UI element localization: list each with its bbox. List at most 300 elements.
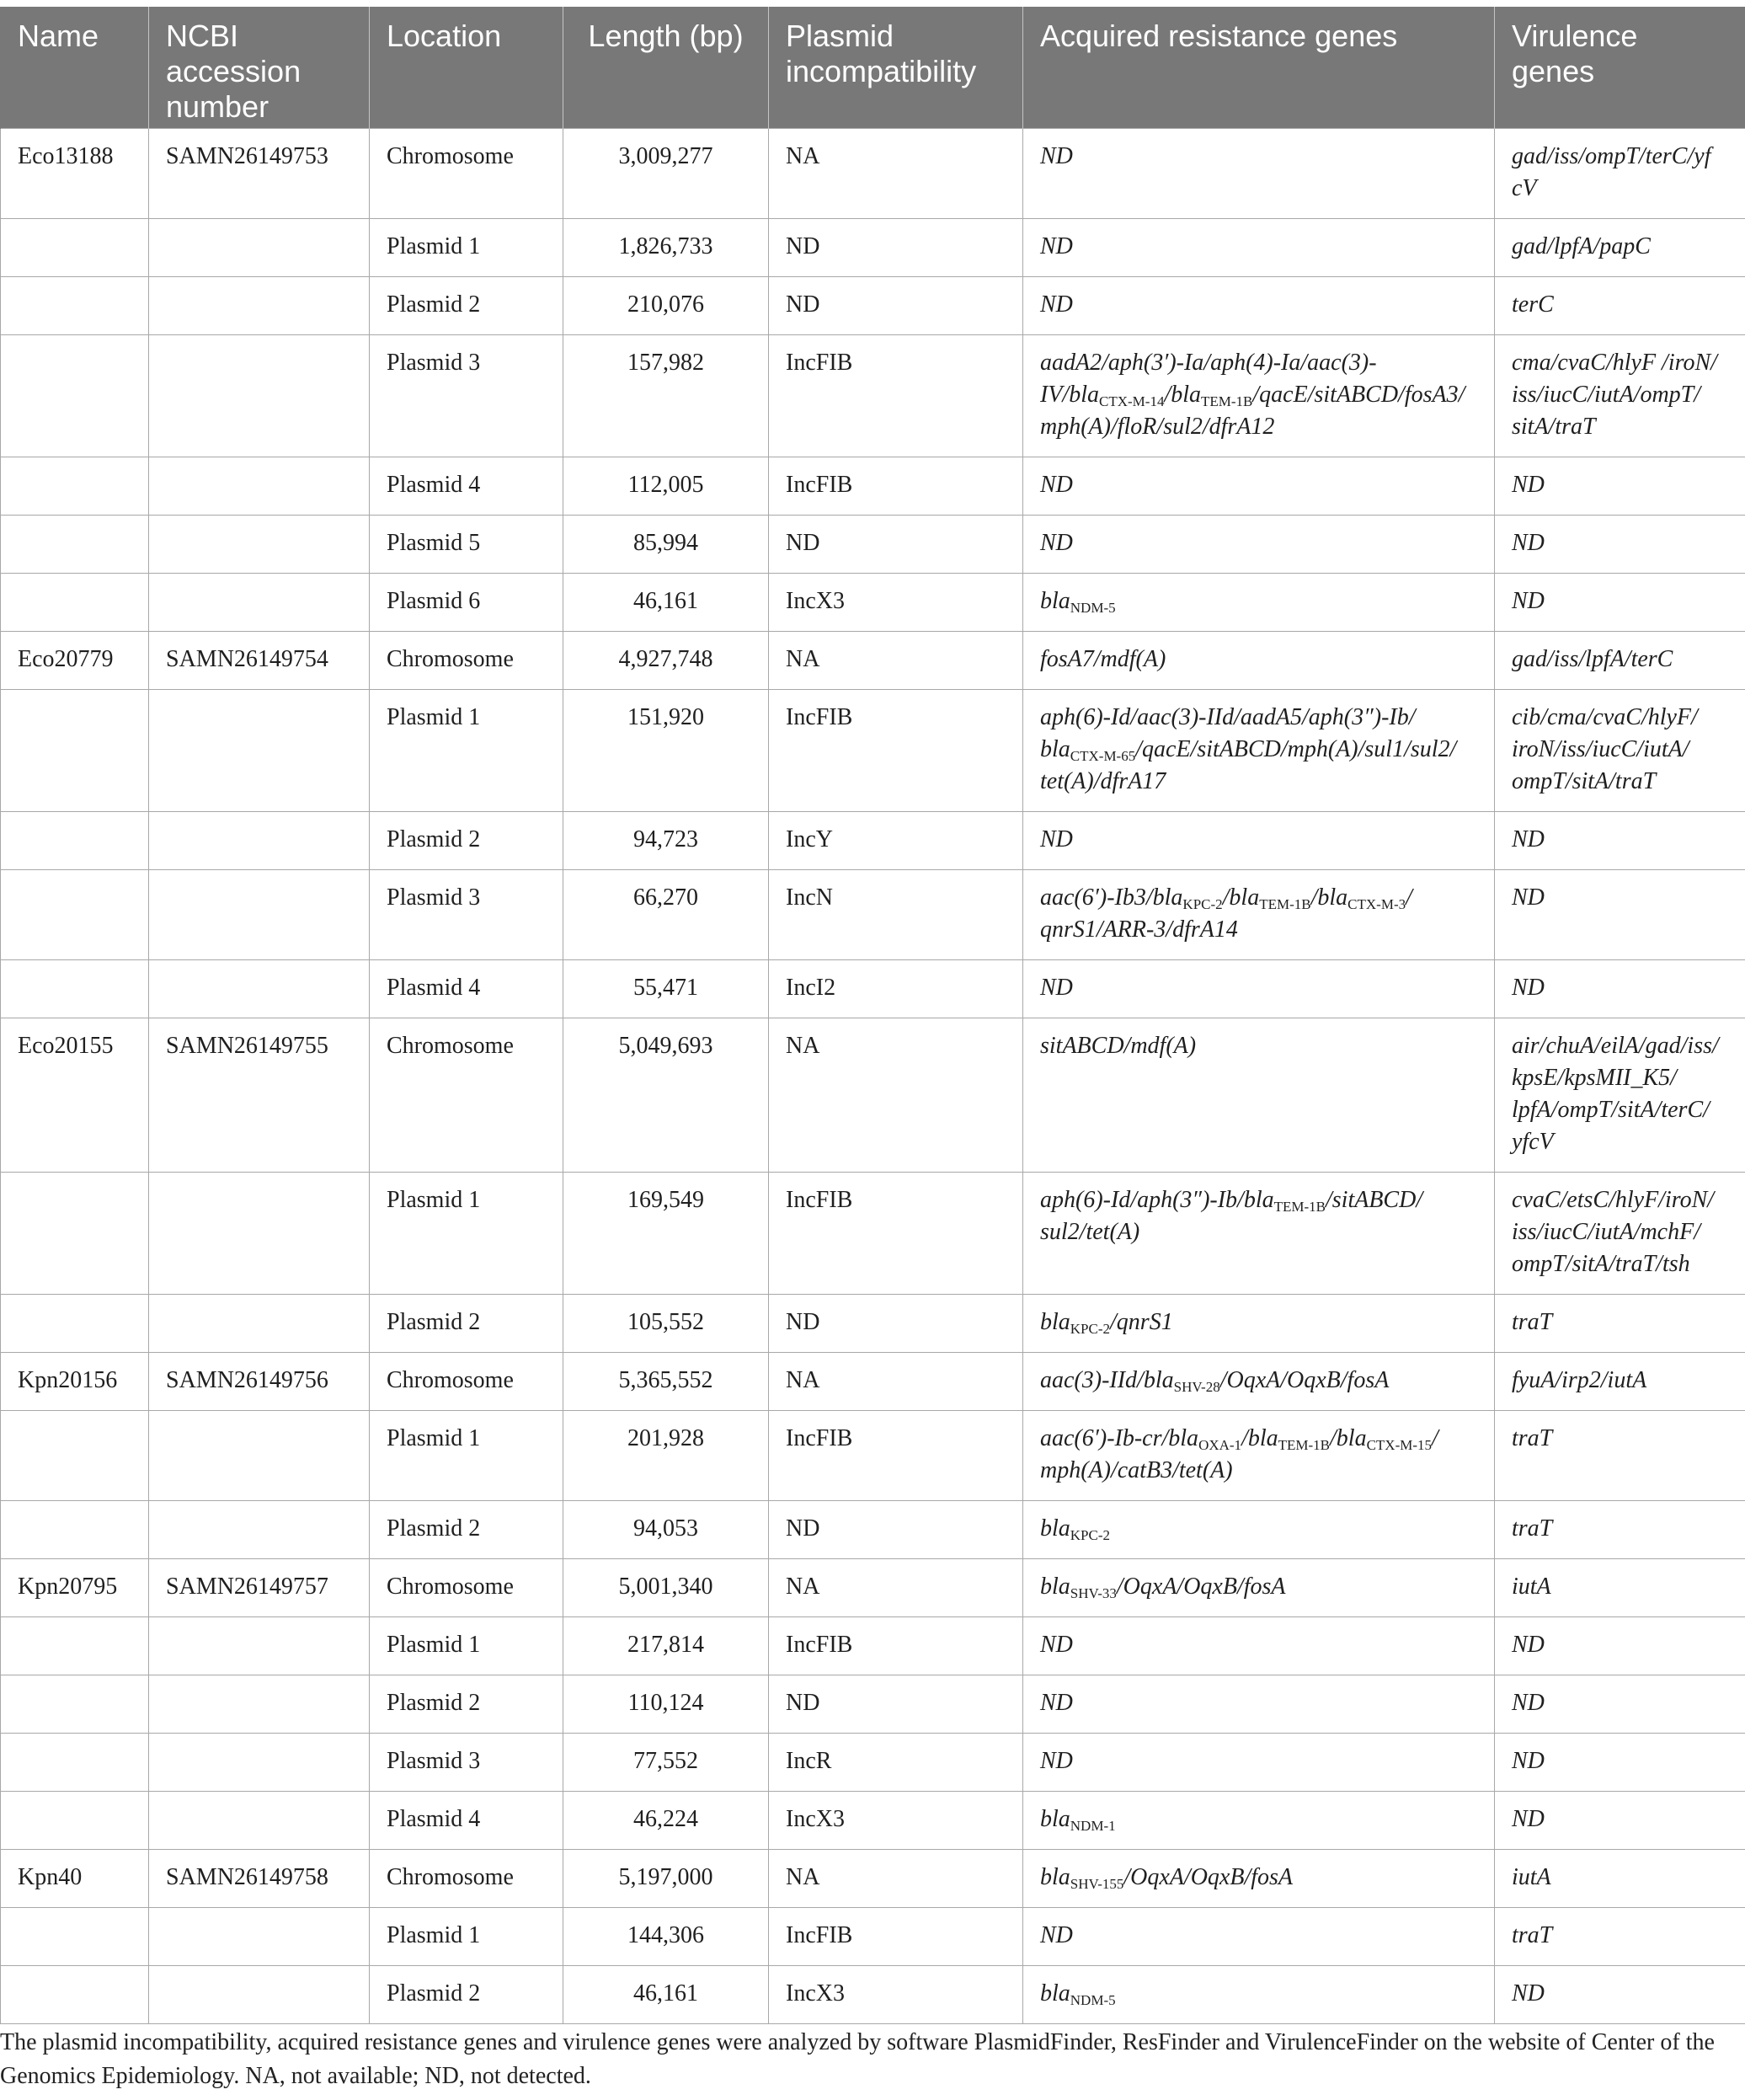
cell-location: Plasmid 1 [370,1907,563,1965]
table-row [1,1352,1745,1410]
cell-name [1,1907,149,1965]
gene-text: ND [1040,291,1073,318]
cell-plasmid-incompatibility: IncX3 [769,1965,1023,2023]
gene-line [1040,914,1477,946]
cell-location: Plasmid 1 [370,1410,563,1500]
gene-text: air/chuA/eilA/gad/iss/ [1512,1032,1719,1059]
gene-text: ompT/sitA/traT/tsh [1512,1250,1690,1277]
gene-text: /OqxA/OqxB/fosA [1123,1863,1294,1890]
cell-accession: SAMN26149755 [149,1018,370,1172]
cell-location: Plasmid 1 [370,1172,563,1294]
cell-virulence-genes [1495,1965,1745,2023]
gene-text: /OqxA/OqxB/fosA [1219,1366,1390,1393]
gene-text: /OqxA/OqxB/fosA [1116,1573,1286,1600]
genome-table [0,7,1745,2024]
gene-line [1512,379,1728,411]
gene-text: iroN/iss/iucC/iutA/ [1512,735,1689,762]
gene-subscript: OXA-1 [1198,1436,1242,1453]
cell-virulence-genes [1495,1791,1745,1849]
gene-text: /bla [1241,1424,1278,1451]
gene-subscript: NDM-1 [1070,1817,1116,1834]
gene-line [1512,1745,1728,1777]
cell-length: 5,049,693 [563,1018,769,1172]
gene-line [1040,1216,1477,1248]
cell-length: 5,001,340 [563,1558,769,1616]
gene-text: gad/iss/lpfA/terC [1512,645,1673,672]
table-row [1,811,1745,869]
cell-accession [149,1733,370,1791]
cell-resistance-genes [1023,811,1495,869]
gene-text: aac(6′)-Ib-cr/bla [1040,1424,1199,1451]
cell-name [1,869,149,959]
gene-text: ND [1512,826,1545,852]
gene-line [1040,1306,1477,1339]
cell-length: 46,161 [563,573,769,631]
cell-location: Plasmid 2 [370,1500,563,1558]
gene-subscript: CTX-M-15 [1366,1436,1433,1453]
cell-length: 151,920 [563,689,769,811]
gene-text: tet(A)/dfrA17 [1040,767,1166,794]
gene-subscript: TEM-1B [1273,1198,1326,1215]
cell-virulence-genes [1495,1675,1745,1733]
cell-accession [149,573,370,631]
cell-location: Plasmid 4 [370,1791,563,1849]
gene-line [1512,644,1728,676]
cell-resistance-genes [1023,276,1495,334]
cell-accession: SAMN26149756 [149,1352,370,1410]
gene-subscript: KPC-2 [1070,1320,1111,1337]
header-plasmid-incompatibility: Plasmid incompatibility [769,7,1023,128]
gene-line [1512,469,1728,501]
gene-text: ND [1512,1805,1545,1832]
header-name: Name [1,7,149,128]
cell-name [1,276,149,334]
cell-resistance-genes [1023,334,1495,457]
gene-line [1512,1687,1728,1719]
gene-subscript: TEM-1B [1278,1436,1331,1453]
gene-line [1512,1248,1728,1280]
gene-line [1040,527,1477,559]
cell-location: Plasmid 3 [370,1733,563,1791]
cell-virulence-genes [1495,1352,1745,1410]
cell-virulence-genes [1495,869,1745,959]
header-row [1,7,1745,128]
gene-line [1512,734,1728,766]
cell-plasmid-incompatibility: NA [769,1849,1023,1907]
gene-text: iss/iucC/iutA/mchF/ [1512,1218,1700,1245]
cell-virulence-genes [1495,457,1745,515]
cell-name: Eco20779 [1,631,149,689]
gene-text: fosA7/mdf(A) [1040,645,1166,672]
gene-subscript: NDM-5 [1070,1991,1116,2008]
cell-plasmid-incompatibility: IncFIB [769,689,1023,811]
gene-text: ND [1512,974,1545,1001]
gene-text: ND [1512,1980,1545,2006]
gene-subscript: TEM-1B [1201,393,1253,409]
cell-resistance-genes [1023,1410,1495,1500]
cell-virulence-genes [1495,334,1745,457]
cell-location: Plasmid 1 [370,1616,563,1675]
cell-accession [149,1907,370,1965]
gene-text: ND [1040,974,1073,1001]
gene-text: ND [1040,471,1073,498]
gene-text: terC [1512,291,1554,318]
gene-subscript: CTX-M-3 [1347,895,1406,912]
cell-location: Plasmid 1 [370,689,563,811]
table-row [1,1965,1745,2023]
cell-resistance-genes [1023,869,1495,959]
table-row [1,1018,1745,1172]
gene-text: cV [1512,174,1537,201]
gene-line [1040,702,1477,734]
cell-length: 46,224 [563,1791,769,1849]
cell-name [1,1616,149,1675]
table-body [1,128,1745,2023]
cell-accession [149,334,370,457]
gene-line [1512,289,1728,321]
gene-text: ND [1512,1631,1545,1658]
cell-plasmid-incompatibility: ND [769,515,1023,573]
table-row [1,128,1745,218]
cell-resistance-genes [1023,515,1495,573]
table-row [1,334,1745,457]
cell-virulence-genes [1495,218,1745,276]
gene-text: yfcV [1512,1128,1554,1155]
table-row [1,515,1745,573]
cell-accession [149,1500,370,1558]
cell-plasmid-incompatibility: IncFIB [769,1172,1023,1294]
cell-location: Plasmid 4 [370,959,563,1018]
cell-location: Chromosome [370,1352,563,1410]
cell-virulence-genes [1495,573,1745,631]
gene-text: aadA2/aph(3′)-Ia/aph(4)-Ia/aac(3)- [1040,349,1377,376]
gene-line [1512,766,1728,798]
cell-resistance-genes [1023,1352,1495,1410]
gene-subscript: NDM-5 [1070,599,1116,616]
gene-text: /bla [1330,1424,1367,1451]
gene-line [1040,141,1477,173]
cell-name [1,515,149,573]
gene-text: traT [1512,1921,1553,1948]
cell-name: Eco20155 [1,1018,149,1172]
gene-line [1040,734,1477,766]
gene-line [1512,347,1728,379]
table-row [1,1616,1745,1675]
cell-accession [149,515,370,573]
gene-line [1040,1920,1477,1952]
gene-subscript: TEM-1B [1259,895,1311,912]
gene-line [1512,527,1728,559]
gene-text: aac(3)-IId/bla [1040,1366,1174,1393]
cell-location: Plasmid 1 [370,218,563,276]
table-row [1,1294,1745,1352]
gene-text: /sitABCD/ [1325,1186,1423,1213]
gene-text: iutA [1512,1863,1551,1890]
gene-line [1040,1423,1477,1455]
gene-text: bla [1040,1805,1070,1832]
gene-line [1512,1306,1728,1339]
cell-name [1,689,149,811]
table-row [1,1791,1745,1849]
gene-line [1040,1513,1477,1545]
gene-line [1512,1978,1728,2010]
gene-text: fyuA/irp2/iutA [1512,1366,1647,1393]
gene-text: bla [1040,1980,1070,2006]
cell-name [1,959,149,1018]
gene-text: lpfA/ompT/sitA/terC/ [1512,1096,1710,1123]
cell-resistance-genes [1023,1172,1495,1294]
gene-text: bla [1040,735,1070,762]
cell-name [1,457,149,515]
table-row [1,869,1745,959]
gene-line [1512,231,1728,263]
cell-resistance-genes [1023,631,1495,689]
cell-length: 112,005 [563,457,769,515]
gene-text: traT [1512,1424,1553,1451]
cell-name [1,1733,149,1791]
table-row [1,689,1745,811]
cell-virulence-genes [1495,689,1745,811]
cell-plasmid-incompatibility: IncFIB [769,457,1023,515]
cell-virulence-genes [1495,631,1745,689]
gene-text: /bla [1310,884,1348,911]
cell-plasmid-incompatibility: ND [769,1294,1023,1352]
gene-text: ND [1512,471,1545,498]
cell-accession: SAMN26149758 [149,1849,370,1907]
gene-text: cib/cma/cvaC/hlyF/ [1512,703,1698,730]
gene-text: ND [1512,587,1545,614]
cell-virulence-genes [1495,1410,1745,1500]
gene-text: IV/bla [1040,381,1099,408]
gene-line [1512,585,1728,617]
gene-line [1512,1184,1728,1216]
cell-plasmid-incompatibility: IncX3 [769,1791,1023,1849]
header-location: Location [370,7,563,128]
cell-plasmid-incompatibility: NA [769,128,1023,218]
table-row [1,1675,1745,1733]
cell-plasmid-incompatibility: IncR [769,1733,1023,1791]
gene-line [1040,1365,1477,1397]
cell-plasmid-incompatibility: ND [769,218,1023,276]
cell-location: Plasmid 2 [370,1294,563,1352]
cell-accession [149,1675,370,1733]
gene-text: ND [1512,1689,1545,1716]
gene-line [1512,1513,1728,1545]
cell-plasmid-incompatibility: IncN [769,869,1023,959]
header-resistance-genes: Acquired resistance genes [1023,7,1495,128]
cell-location: Plasmid 6 [370,573,563,631]
cell-name: Kpn20795 [1,1558,149,1616]
gene-line [1040,1862,1477,1894]
cell-virulence-genes [1495,276,1745,334]
cell-length: 94,053 [563,1500,769,1558]
cell-accession [149,1965,370,2023]
cell-plasmid-incompatibility: IncI2 [769,959,1023,1018]
cell-plasmid-incompatibility: ND [769,1675,1023,1733]
table-row [1,1500,1745,1558]
cell-name [1,811,149,869]
table-row [1,1558,1745,1616]
header-length: Length (bp) [563,7,769,128]
gene-line [1040,972,1477,1004]
cell-virulence-genes [1495,1733,1745,1791]
gene-subscript: CTX-M-14 [1099,393,1165,409]
cell-length: 169,549 [563,1172,769,1294]
gene-line [1512,1126,1728,1158]
gene-text: sitA/traT [1512,413,1596,440]
table-row [1,573,1745,631]
gene-text: gad/lpfA/papC [1512,232,1651,259]
cell-length: 201,928 [563,1410,769,1500]
cell-accession [149,1294,370,1352]
gene-text: bla [1040,1515,1070,1542]
cell-plasmid-incompatibility: NA [769,1018,1023,1172]
gene-line [1040,882,1477,914]
gene-text: ND [1040,1631,1073,1658]
gene-text: /qnrS1 [1110,1308,1173,1335]
gene-text: traT [1512,1308,1553,1335]
cell-resistance-genes [1023,457,1495,515]
cell-length: 5,365,552 [563,1352,769,1410]
table-row [1,218,1745,276]
gene-line [1512,173,1728,205]
gene-line [1512,1030,1728,1062]
cell-location: Plasmid 2 [370,276,563,334]
gene-text: / [1406,884,1412,911]
gene-line [1512,1216,1728,1248]
table-row [1,1733,1745,1791]
gene-text: ND [1040,1921,1073,1948]
cell-location: Plasmid 2 [370,1965,563,2023]
cell-name: Kpn40 [1,1849,149,1907]
table-footnote: The plasmid incompatibility, acquired resistance genes and virulence genes were analyzed by software PlasmidFinder, ResFinder and VirulenceFinder on the website of Center of the Genomics Epidemiology. NA, not available; ND, not detected. [0,2029,1715,2089]
table-row [1,1907,1745,1965]
cell-virulence-genes [1495,1172,1745,1294]
gene-line [1512,1062,1728,1094]
gene-text: ND [1040,232,1073,259]
gene-line [1040,766,1477,798]
gene-text: ND [1040,826,1073,852]
cell-resistance-genes [1023,689,1495,811]
cell-length: 157,982 [563,334,769,457]
cell-location: Chromosome [370,1018,563,1172]
gene-line [1040,289,1477,321]
cell-length: 85,994 [563,515,769,573]
gene-line [1512,1803,1728,1835]
cell-name: Kpn20156 [1,1352,149,1410]
cell-accession [149,1172,370,1294]
cell-name [1,1965,149,2023]
gene-subscript: CTX-M-65 [1070,747,1136,764]
gene-line [1040,411,1477,443]
cell-resistance-genes [1023,1791,1495,1849]
gene-text: ND [1512,529,1545,556]
cell-virulence-genes [1495,1558,1745,1616]
cell-resistance-genes [1023,959,1495,1018]
cell-plasmid-incompatibility: ND [769,1500,1023,1558]
cell-plasmid-incompatibility: IncY [769,811,1023,869]
cell-name [1,1675,149,1733]
cell-location: Chromosome [370,631,563,689]
cell-location: Plasmid 3 [370,869,563,959]
gene-line [1040,824,1477,856]
cell-virulence-genes [1495,515,1745,573]
gene-text: /qacE/sitABCD/fosA3/ [1252,381,1465,408]
gene-line [1040,1571,1477,1603]
gene-line [1512,1571,1728,1603]
gene-line [1040,1030,1477,1062]
cell-location: Plasmid 4 [370,457,563,515]
gene-text: mph(A)/floR/sul2/dfrA12 [1040,413,1275,440]
cell-accession [149,276,370,334]
gene-text: iss/iucC/iutA/ompT/ [1512,381,1701,408]
cell-length: 210,076 [563,276,769,334]
gene-line [1040,231,1477,263]
gene-text: cvaC/etsC/hlyF/iroN/ [1512,1186,1715,1213]
cell-length: 46,161 [563,1965,769,2023]
cell-resistance-genes [1023,1733,1495,1791]
cell-accession: SAMN26149753 [149,128,370,218]
cell-virulence-genes [1495,811,1745,869]
gene-line [1040,1629,1477,1661]
gene-text: ND [1040,1747,1073,1774]
header-virulence-genes: Virulence genes [1495,7,1745,128]
cell-resistance-genes [1023,218,1495,276]
cell-resistance-genes [1023,573,1495,631]
cell-virulence-genes [1495,1849,1745,1907]
cell-name [1,1410,149,1500]
gene-line [1512,1920,1728,1952]
cell-virulence-genes [1495,959,1745,1018]
cell-accession [149,457,370,515]
gene-line [1040,1803,1477,1835]
gene-text: gad/iss/ompT/terC/yf [1512,142,1711,169]
cell-length: 3,009,277 [563,128,769,218]
gene-line [1512,702,1728,734]
cell-resistance-genes [1023,1500,1495,1558]
cell-accession [149,1791,370,1849]
gene-line [1512,411,1728,443]
cell-length: 4,927,748 [563,631,769,689]
gene-line [1512,972,1728,1004]
gene-text: sul2/tet(A) [1040,1218,1140,1245]
table-row [1,1172,1745,1294]
cell-virulence-genes [1495,1616,1745,1675]
gene-line [1512,141,1728,173]
cell-virulence-genes [1495,1294,1745,1352]
gene-line [1040,644,1477,676]
header-accession: NCBI accession number [149,7,370,128]
cell-accession [149,959,370,1018]
gene-text: iutA [1512,1573,1551,1600]
gene-text: cma/cvaC/hlyF /iroN/ [1512,349,1717,376]
gene-line [1040,585,1477,617]
gene-text: mph(A)/catB3/tet(A) [1040,1456,1233,1483]
gene-text: sitABCD/mdf(A) [1040,1032,1197,1059]
cell-plasmid-incompatibility: ND [769,276,1023,334]
cell-name [1,1172,149,1294]
cell-accession: SAMN26149754 [149,631,370,689]
cell-length: 77,552 [563,1733,769,1791]
gene-text: /bla [1222,884,1260,911]
gene-subscript: KPC-2 [1182,895,1223,912]
gene-text: ND [1512,1747,1545,1774]
cell-resistance-genes [1023,128,1495,218]
cell-name [1,573,149,631]
gene-text: traT [1512,1515,1553,1542]
gene-text: ND [1040,529,1073,556]
cell-accession: SAMN26149757 [149,1558,370,1616]
